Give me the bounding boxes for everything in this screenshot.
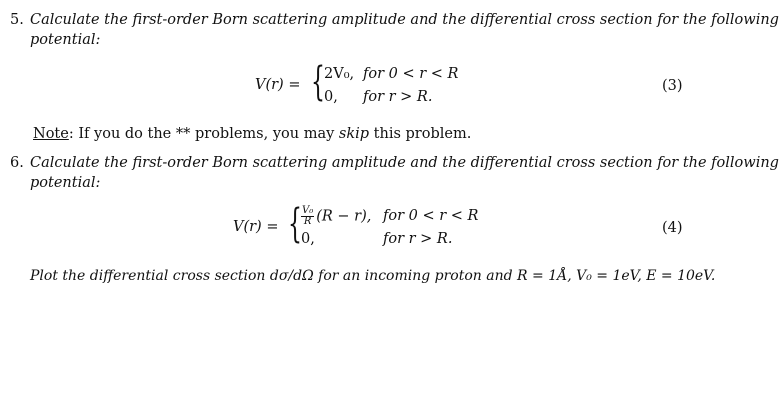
problem-6-text-line1: Calculate the first-order Born scattering amplitude and the differential cross section for the following xyxy=(30,155,779,171)
note-label: Note xyxy=(33,126,69,142)
equation-4-brace: { xyxy=(288,201,302,247)
equation-3-case2-condition: for r > R. xyxy=(363,89,433,105)
equation-4-case2-value: 0, xyxy=(301,231,315,247)
equation-4-tag: (4) xyxy=(662,220,683,236)
equation-3-lhs: V(r) = xyxy=(255,77,301,93)
equation-4-case2-condition: for r > R. xyxy=(383,231,453,247)
equation-3-case1-condition: for 0 < r < R xyxy=(363,66,459,82)
equation-4-case1-value: $\frac{\text{V₀}}{R}$ (R − r), xyxy=(302,205,372,227)
problem-6-number: 6. xyxy=(10,155,24,171)
problem-5-text-line2: potential: xyxy=(30,32,101,48)
equation-3-brace: { xyxy=(311,59,325,105)
problem-5-text-line1: Calculate the first-order Born scattering amplitude and the differential cross section for the following xyxy=(30,12,779,28)
equation-3-case2-value: 0, xyxy=(324,89,338,105)
problem-6-text-line2: potential: xyxy=(30,175,101,191)
problem-5-number: 5. xyxy=(10,12,24,28)
plot-instruction: Plot the differential cross section dσ/dΩ for an incoming proton and R = 1Å, V₀ = 1eV, E = 10eV. xyxy=(30,268,716,284)
equation-4-case1-condition: for 0 < r < R xyxy=(383,208,479,224)
note-line: Note: If you do the ** problems, you may skip this problem. xyxy=(33,126,472,142)
note-emphasis: skip xyxy=(338,126,370,142)
equation-4-lhs: V(r) = xyxy=(233,219,279,235)
equation-3-tag: (3) xyxy=(662,78,683,94)
equation-3-case1-value: 2V₀, xyxy=(324,66,355,82)
equation-4-fraction: $\frac{\text{V₀}}{R}$ xyxy=(302,205,314,227)
